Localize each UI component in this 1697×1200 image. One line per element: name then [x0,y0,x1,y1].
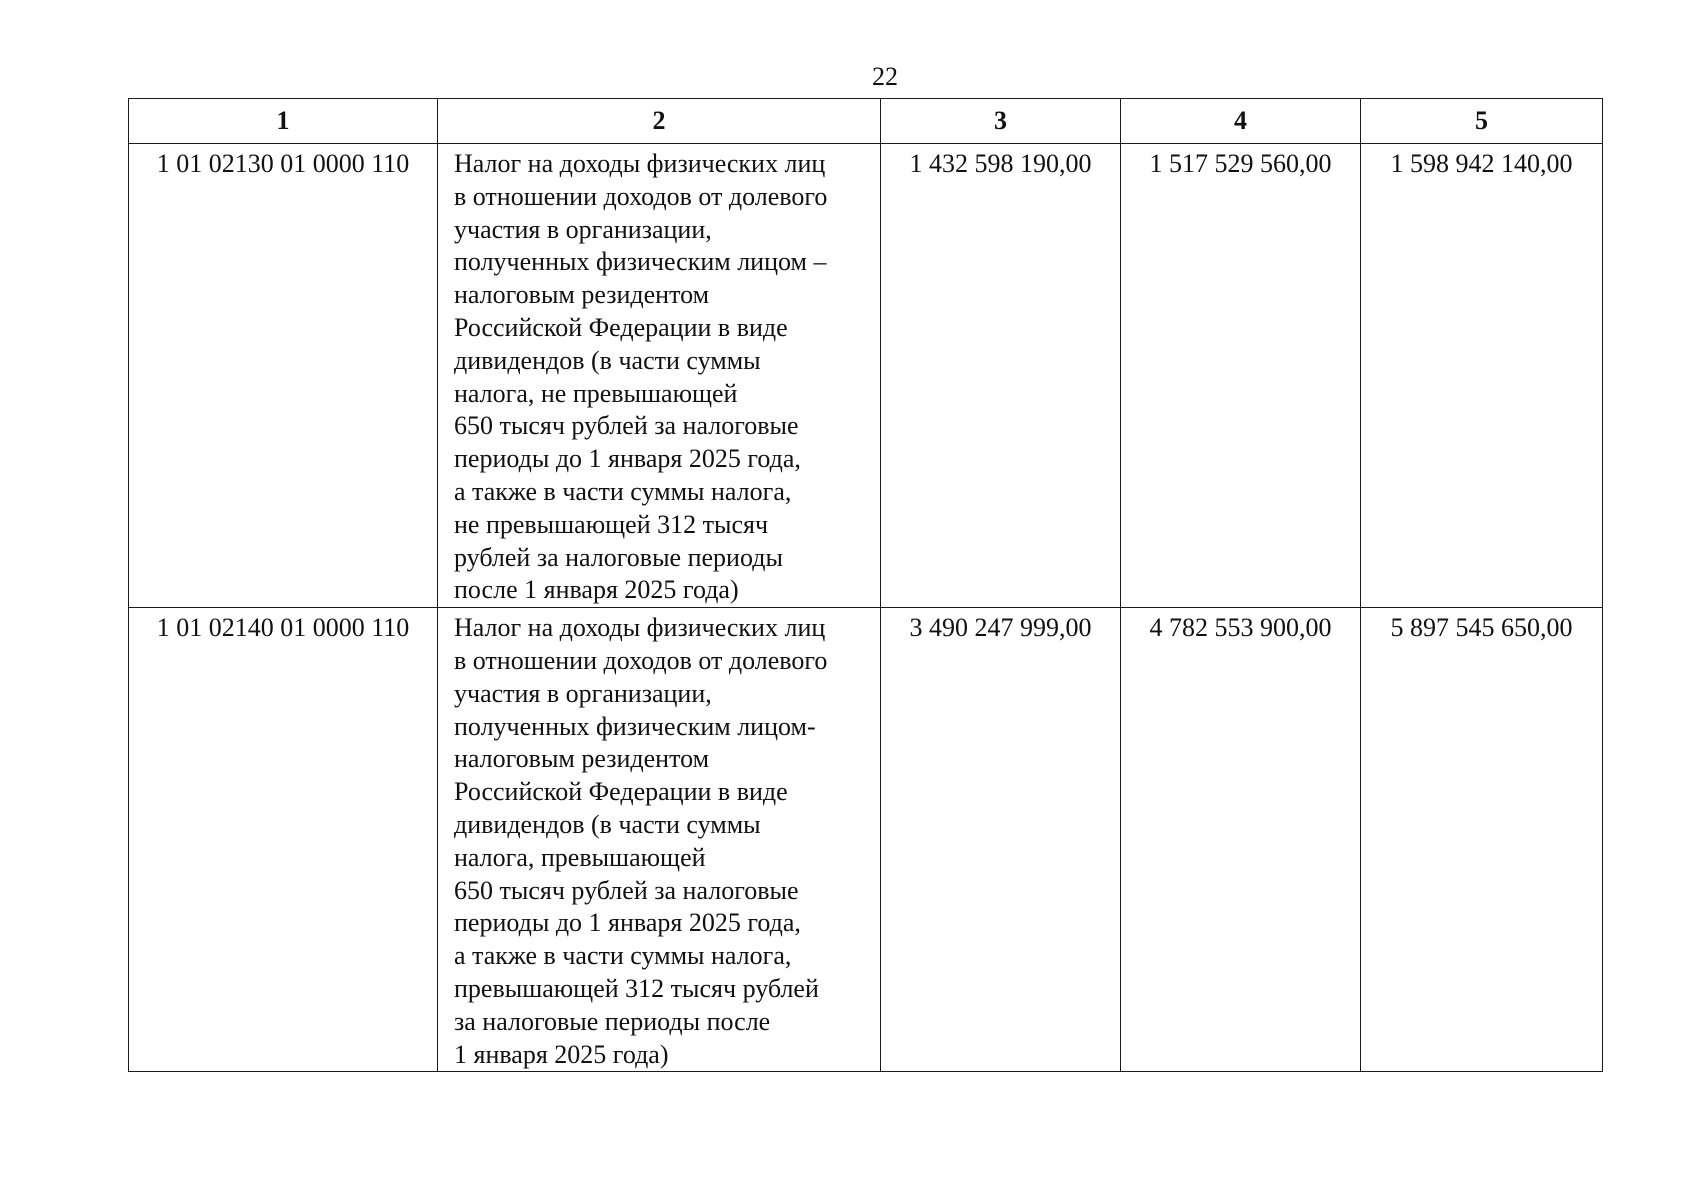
description-line: в отношении доходов от долевого [454,645,828,675]
description-line: в отношении доходов от долевого [454,181,828,211]
description-line: а также в части суммы налога, [454,476,792,506]
budget-table [128,98,1603,1072]
column-header-5: 5 [1361,99,1603,144]
description-line: превышающей 312 тысяч рублей [454,973,819,1003]
column-header-2: 2 [438,99,881,144]
page-number: 22 [872,62,898,91]
description-line: не превышающей 312 тысяч [454,509,769,539]
description-line: периоды до 1 января 2025 года, [454,908,801,938]
amount-col3-cell: 1 432 598 190,00 [881,144,1121,608]
description-line: дивидендов (в части суммы [454,345,761,375]
description-line: 650 тысяч рублей за налоговые [454,875,799,905]
description-line: налога, превышающей [454,842,706,872]
header-row [129,99,1603,144]
amount-col4-cell: 1 517 529 560,00 [1121,144,1361,608]
description-line: налоговым резидентом [454,744,710,774]
amount-col4-cell: 4 782 553 900,00 [1121,608,1361,1072]
description-line: участия в организации, [454,678,712,708]
budget-code-cell: 1 01 02130 01 0000 110 [129,144,438,608]
description-cell [438,144,881,608]
amount-col5-cell: 5 897 545 650,00 [1361,608,1603,1072]
description-line: налога, не превышающей [454,378,738,408]
column-header-3: 3 [881,99,1121,144]
column-header-4: 4 [1121,99,1361,144]
description-line: рублей за налоговые периоды [454,542,783,572]
description-line: налоговым резидентом [454,280,710,310]
description-line: Налог на доходы физических лиц [454,613,826,643]
description-line: после 1 января 2025 года) [454,575,739,605]
description-line: Российской Федерации в виде [454,312,788,342]
description-line: за налоговые периоды после [454,1006,771,1036]
amount-col5-cell: 1 598 942 140,00 [1361,144,1603,608]
table-row [129,144,1603,608]
description-line: полученных физическим лицом- [454,711,816,741]
description-line: 650 тысяч рублей за налоговые [454,411,799,441]
column-header-1: 1 [129,99,438,144]
description-line: периоды до 1 января 2025 года, [454,444,801,474]
description-line: 1 января 2025 года) [454,1039,669,1069]
description-line: Налог на доходы физических лиц [454,149,826,178]
description-cell [438,608,881,1072]
description-line: Российской Федерации в виде [454,777,788,807]
description-line: участия в организации, [454,214,712,244]
amount-col3-cell: 3 490 247 999,00 [881,608,1121,1072]
description-line: полученных физическим лицом – [454,247,827,277]
budget-code-cell: 1 01 02140 01 0000 110 [129,608,438,1072]
table-row [129,608,1603,1072]
description-line: а также в части суммы налога, [454,941,792,971]
description-line: дивидендов (в части суммы [454,809,761,839]
